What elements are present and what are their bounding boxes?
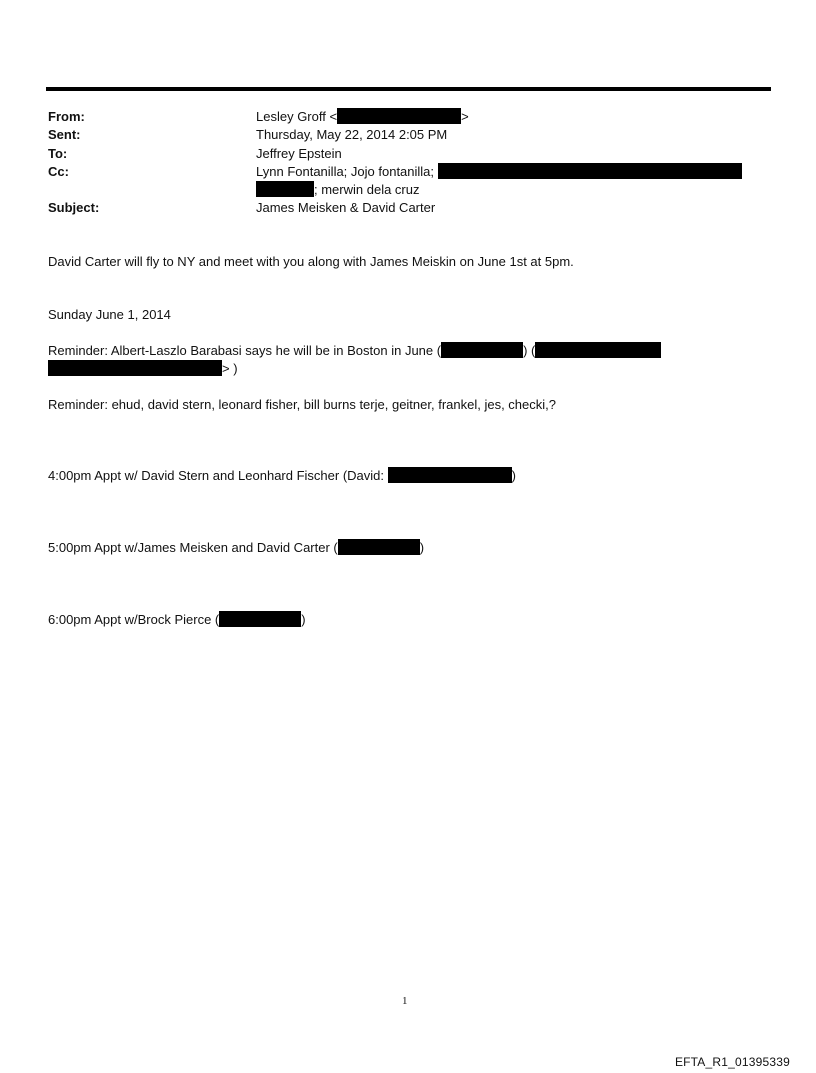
appointment-4pm-text: 4:00pm Appt w/ David Stern and Leonhard Fischer (David: bbox=[48, 468, 388, 483]
reminder-1-line2 bbox=[48, 360, 238, 378]
document-id: EFTA_R1_01395339 bbox=[674, 1055, 790, 1069]
redaction-block bbox=[256, 181, 314, 197]
cc-label-spacer bbox=[48, 181, 256, 199]
appointment-4pm-close: ) bbox=[511, 468, 516, 483]
from-label: From: bbox=[48, 109, 85, 124]
subject-value: James Meisken & David Carter bbox=[256, 200, 436, 216]
reminder-2: Reminder: ehud, david stern, leonard fisher, bill burns terje, geitner, frankel, jes, checki,? bbox=[48, 397, 556, 412]
to-value: Jeffrey Epstein bbox=[256, 145, 342, 161]
cc-row bbox=[48, 163, 768, 181]
cc-row-continued bbox=[48, 181, 768, 199]
intro-paragraph: David Carter will fly to NY and meet with you along with James Meiskin on June 1st at 5pm. bbox=[48, 254, 574, 269]
header-rule bbox=[46, 87, 771, 91]
reminder-1-text: Reminder: Albert-Laszlo Barabasi says he will be in Boston in June ( bbox=[48, 343, 442, 358]
cc-value-continued bbox=[256, 181, 768, 199]
cc-line2: ; merwin dela cruz bbox=[314, 182, 420, 198]
appointment-6pm-close: ) bbox=[301, 612, 306, 627]
cc-line1: Lynn Fontanilla; Jojo fontanilla; bbox=[256, 163, 435, 179]
appointment-5pm-text: 5:00pm Appt w/James Meisken and David Carter ( bbox=[48, 540, 338, 555]
subject-label: Subject: bbox=[48, 200, 100, 216]
cc-label: Cc: bbox=[48, 163, 69, 179]
sent-value: Thursday, May 22, 2014 2:05 PM bbox=[256, 127, 448, 143]
cc-value bbox=[256, 163, 768, 181]
reminder-1-close: > ) bbox=[222, 361, 238, 376]
redaction-block bbox=[219, 611, 301, 627]
redaction-block bbox=[48, 360, 222, 376]
redaction-block bbox=[388, 467, 512, 483]
sent-row bbox=[48, 126, 768, 144]
appointment-4pm bbox=[48, 467, 516, 485]
redaction-block bbox=[535, 342, 661, 358]
from-row bbox=[48, 108, 768, 126]
redaction-block bbox=[338, 539, 420, 555]
to-row bbox=[48, 145, 768, 163]
to-label: To: bbox=[48, 145, 68, 161]
redaction-block bbox=[337, 108, 461, 124]
sent-label: Sent: bbox=[48, 127, 81, 143]
appointment-6pm-text: 6:00pm Appt w/Brock Pierce ( bbox=[48, 612, 220, 627]
reminder-1-sep: ) ( bbox=[523, 343, 536, 358]
date-line: Sunday June 1, 2014 bbox=[48, 307, 171, 322]
appointment-6pm bbox=[48, 611, 306, 629]
appointment-5pm bbox=[48, 539, 424, 557]
email-header bbox=[48, 108, 768, 218]
from-close: > bbox=[461, 109, 469, 124]
appointment-5pm-close: ) bbox=[419, 540, 425, 555]
redaction-block bbox=[438, 163, 742, 179]
reminder-1-line1 bbox=[48, 342, 661, 360]
redaction-block bbox=[441, 342, 523, 358]
from-name: Lesley Groff < bbox=[256, 109, 338, 124]
from-value bbox=[256, 108, 768, 126]
subject-row bbox=[48, 199, 768, 217]
page-number: 1 bbox=[402, 995, 408, 1007]
